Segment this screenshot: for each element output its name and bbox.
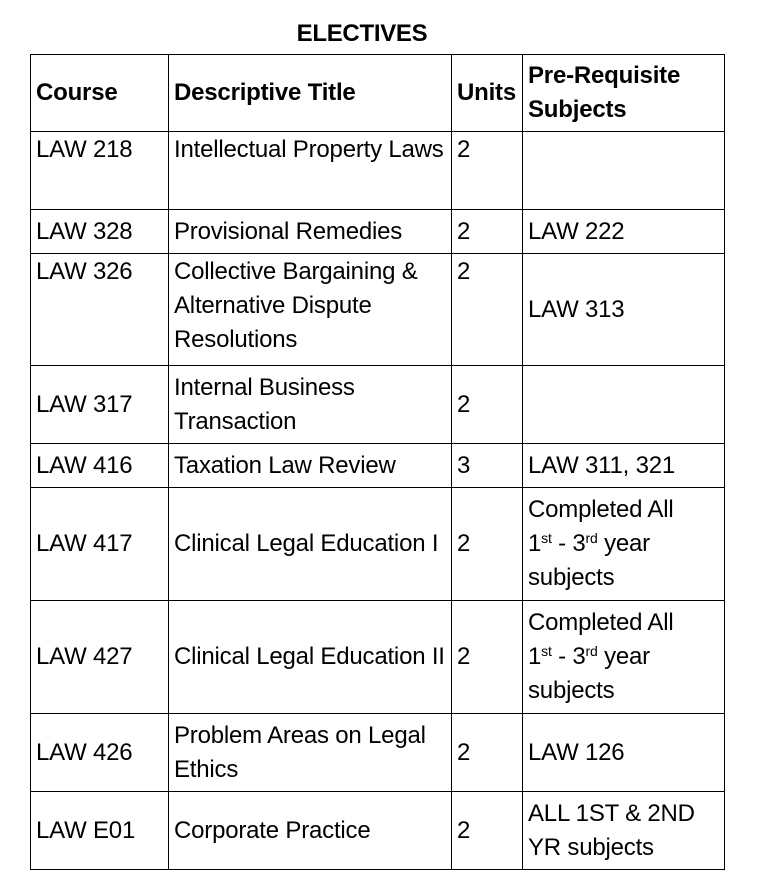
prereq-ordinal: st [541,530,552,546]
header-prerequisite: Pre-Requisite Subjects [523,55,725,132]
table-row [31,444,725,488]
table-row [31,254,725,366]
course-title: Provisional Remedies [169,210,452,254]
course-code: LAW 317 [31,366,169,444]
prereq-line: subjects [528,677,615,704]
course-units: 2 [452,132,523,210]
course-prerequisite: LAW 313 [523,254,725,366]
course-title: Taxation Law Review [169,444,452,488]
table-row [31,714,725,792]
course-title: Clinical Legal Education II [169,601,452,714]
prereq-line: Completed All [528,609,674,636]
prereq-line: Completed All [528,496,674,523]
course-units: 2 [452,210,523,254]
table-title: ELECTIVES [296,20,428,47]
course-code: LAW 426 [31,714,169,792]
prereq-line: subjects [528,564,615,591]
prereq-year-word: year [597,643,650,670]
course-prerequisite: LAW 311, 321 [523,444,725,488]
course-title: Collective Bargaining & Alternative Dispute Resolutions [169,254,452,366]
prereq-year-start: 1 [528,530,542,557]
prereq-year-end: - 3 [551,643,586,670]
header-descriptive-title: Descriptive Title [169,55,452,132]
course-units: 2 [452,488,523,601]
table-row [31,792,725,870]
course-title: Intellectual Property Laws [169,132,452,210]
course-prerequisite [523,601,725,714]
course-code: LAW 328 [31,210,169,254]
table-row [31,601,725,714]
course-units: 2 [452,366,523,444]
course-units: 3 [452,444,523,488]
course-title: Problem Areas on Legal Ethics [169,714,452,792]
course-title: Clinical Legal Education I [169,488,452,601]
course-prerequisite: LAW 126 [523,714,725,792]
course-prerequisite [523,366,725,444]
prereq-year-end: - 3 [551,530,586,557]
course-units: 2 [452,714,523,792]
table-row [31,366,725,444]
course-code: LAW E01 [31,792,169,870]
header-course: Course [31,55,169,132]
prereq-year-start: 1 [528,643,542,670]
table-row [31,210,725,254]
course-prerequisite [523,488,725,601]
course-title: Internal Business Transaction [169,366,452,444]
prereq-ordinal: rd [585,530,598,546]
course-code: LAW 427 [31,601,169,714]
course-prerequisite: LAW 222 [523,210,725,254]
course-prerequisite [523,132,725,210]
prereq-year-word: year [597,530,650,557]
header-units: Units [452,55,523,132]
electives-table [30,54,725,870]
course-units: 2 [452,254,523,366]
course-code: LAW 326 [31,254,169,366]
table-row [31,132,725,210]
prereq-ordinal: st [541,643,552,659]
course-units: 2 [452,601,523,714]
table-row [31,488,725,601]
course-code: LAW 416 [31,444,169,488]
course-prerequisite: ALL 1ST & 2ND YR subjects [523,792,725,870]
prereq-ordinal: rd [585,643,598,659]
table-header-row [31,55,725,132]
course-code: LAW 218 [31,132,169,210]
course-title: Corporate Practice [169,792,452,870]
course-code: LAW 417 [31,488,169,601]
course-units: 2 [452,792,523,870]
